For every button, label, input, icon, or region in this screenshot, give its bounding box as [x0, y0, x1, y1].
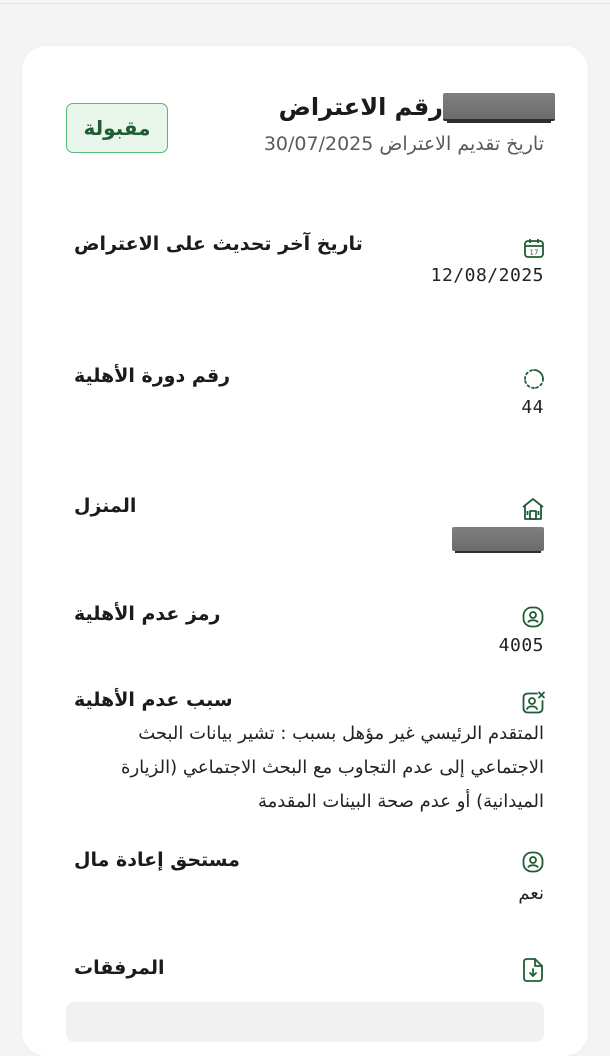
last-update-value: 12/08/2025 [430, 265, 544, 286]
status-badge: مقبولة [66, 103, 168, 153]
refund-due-label: مستحق إعادة مال [74, 849, 240, 871]
ineligibility-reason-label: سبب عدم الأهلية [74, 689, 233, 711]
redacted-objection-number [443, 93, 555, 121]
ineligibility-code-label: رمز عدم الأهلية [74, 603, 221, 625]
ineligibility-reason-section [74, 689, 544, 819]
user-x-icon [520, 690, 546, 716]
home-icon [520, 496, 546, 522]
home-section [74, 495, 544, 555]
home-label: المنزل [74, 495, 137, 517]
attachment-item[interactable] [66, 1002, 544, 1042]
eligibility-cycle-value: 44 [521, 397, 544, 418]
attachments-section [74, 957, 544, 979]
eligibility-cycle-label: رقم دورة الأهلية [74, 365, 231, 387]
objection-title: رقم الاعتراض [278, 93, 443, 121]
eligibility-cycle-section [74, 365, 544, 418]
top-divider [0, 3, 610, 4]
calendar-icon [522, 236, 546, 260]
submission-date: تاريخ تقديم الاعتراض 30/07/2025 [263, 133, 544, 155]
user-badge-icon [521, 605, 545, 629]
last-update-section [74, 233, 544, 286]
refund-due-section [74, 849, 544, 911]
redacted-home-value [452, 527, 544, 551]
user-circle-icon [521, 850, 545, 874]
cycle-icon [522, 367, 546, 391]
ineligibility-code-value: 4005 [498, 635, 544, 656]
ineligibility-reason-value: المتقدم الرئيسي غير مؤهل بسبب : تشير بيانات البحث الاجتماعي إلى عدم التجاوب مع البحث الاجتماعي (الزيارة الميدانية) أو عدم صحة البينات المقدمة [121, 723, 544, 812]
svg-text:17: 17 [529, 248, 539, 257]
objection-title-row [279, 93, 565, 121]
ineligibility-code-section [74, 603, 544, 656]
last-update-label: تاريخ آخر تحديث على الاعتراض [74, 233, 363, 255]
attachments-label: المرفقات [74, 957, 165, 979]
refund-due-value: نعم [518, 883, 544, 904]
attachment-file-icon [521, 957, 545, 983]
